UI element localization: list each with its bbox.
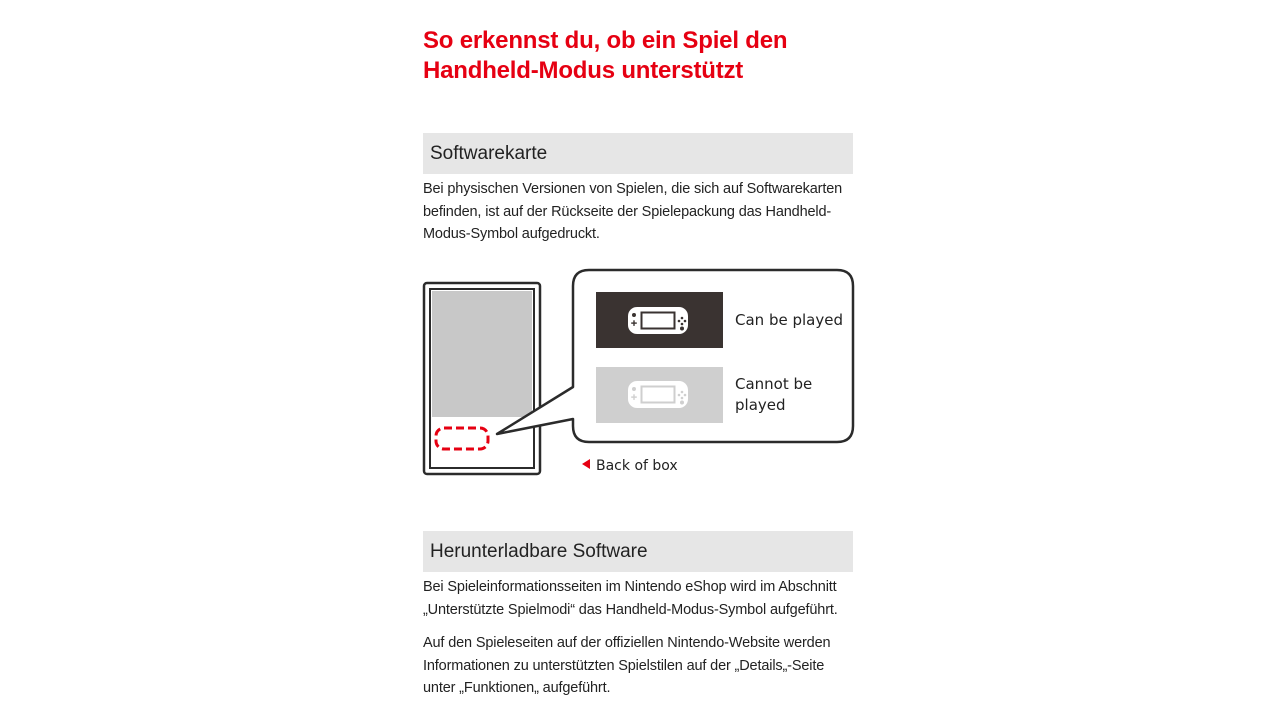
back-of-box-caption xyxy=(582,456,678,476)
section-heading-herunterladbare-software: Herunterladbare Software xyxy=(423,531,853,572)
cannot-play-icon-tile xyxy=(596,367,723,423)
page-title: So erkennst du, ob ein Spiel den Handheld-Modus unterstützt xyxy=(423,27,788,84)
back-of-box-label: Back of box xyxy=(596,458,678,474)
softwarekarte-paragraph: Bei physischen Versionen von Spielen, die sich auf Softwarekarten befinden, ist auf der Rückseite der Spielepackung das Handheld-Modus-Symbol aufgedruckt. xyxy=(423,181,843,242)
section-heading-softwarekarte: Softwarekarte xyxy=(423,133,853,174)
handheld-console-icon xyxy=(628,381,688,408)
game-box xyxy=(424,283,540,474)
can-play-icon-tile xyxy=(596,292,723,348)
red-triangle-left-icon xyxy=(582,459,590,469)
illustration-graphic xyxy=(421,268,857,478)
handheld-console-icon xyxy=(628,307,688,334)
website-paragraph: Auf den Spieleseiten auf der offiziellen Nintendo-Website werden Informationen zu unterstützten Spielstilen auf der „Details„-Seite unter „Funktionen„ aufgeführt. xyxy=(423,635,831,696)
cannot-be-played-label: Cannot be played xyxy=(735,375,813,414)
eshop-paragraph: Bei Spieleinformationsseiten im Nintendo eShop wird im Abschnitt „Unterstützte Spielmodi“ das Handheld-Modus-Symbol aufgeführt. xyxy=(423,579,838,618)
handheld-mode-illustration xyxy=(421,268,857,478)
can-be-played-label: Can be played xyxy=(735,311,843,329)
